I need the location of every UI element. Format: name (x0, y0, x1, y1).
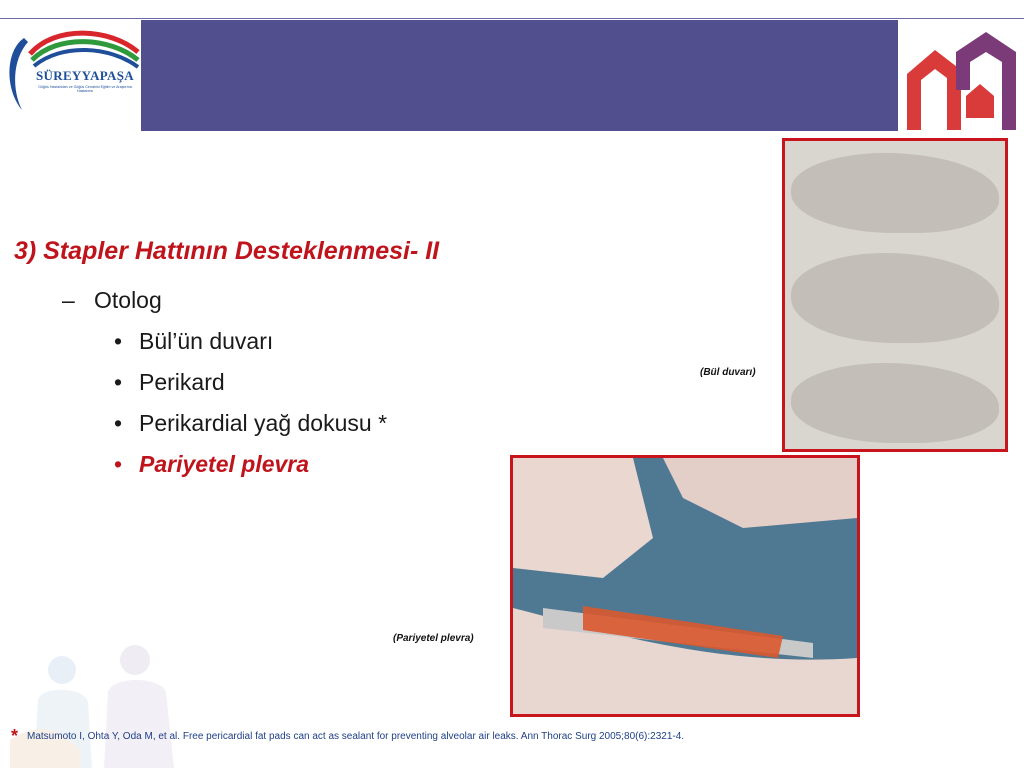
slide-title: 3) Stapler Hattının Desteklenmesi- II (14, 237, 440, 265)
diagram-panel-b (791, 253, 999, 343)
dash-marker: – (62, 287, 75, 313)
diagram-caption: (Bül duvarı) (700, 367, 756, 378)
diagram-panel-c (791, 363, 999, 443)
surgical-diagram-image (782, 138, 1008, 452)
institution-logo (898, 20, 1024, 131)
bullet-marker: • (114, 451, 123, 477)
footnote-reference (11, 726, 1011, 747)
photo-caption: (Pariyetel plevra) (393, 633, 474, 644)
bullet-item (114, 410, 387, 437)
bullet-marker: • (114, 410, 123, 436)
bullet-text: Bül’ün duvarı (139, 328, 274, 354)
outline-level1-text: Otolog (94, 287, 162, 313)
surgical-photo-placeholder (513, 458, 857, 714)
hospital-logo (0, 20, 141, 131)
hospital-tagline: Göğüs Hastalıkları ve Göğüs Cerrahisi Eğitim ve Araştırma Hastanesi (38, 85, 132, 93)
top-rule (0, 18, 1024, 19)
bullet-text: Perikardial yağ dokusu * (139, 410, 388, 436)
bullet-marker: • (114, 328, 123, 354)
bullet-marker: • (114, 369, 123, 395)
surgical-photo-image (510, 455, 860, 717)
bullet-item-highlighted (114, 451, 309, 478)
diagram-panel-a (791, 153, 999, 233)
bullet-item (114, 328, 273, 355)
outline-level1-item (62, 287, 162, 314)
bullet-text: Pariyetel plevra (139, 451, 310, 477)
bullet-text: Perikard (139, 369, 225, 395)
header-band (141, 20, 898, 131)
institution-logo-icon (898, 20, 1024, 131)
bullet-item (114, 369, 225, 396)
footnote-text: Matsumoto I, Ohta Y, Oda M, et al. Free pericardial fat pads can act as sealant for preventing alveolar air leaks. Ann Thorac Surg 2005;80(6):2321-4. (27, 731, 685, 742)
hospital-wordmark: SÜREYYAPAŞA (36, 68, 134, 83)
footnote-marker: * (11, 726, 19, 746)
decorative-medical-figures-watermark (0, 640, 240, 768)
